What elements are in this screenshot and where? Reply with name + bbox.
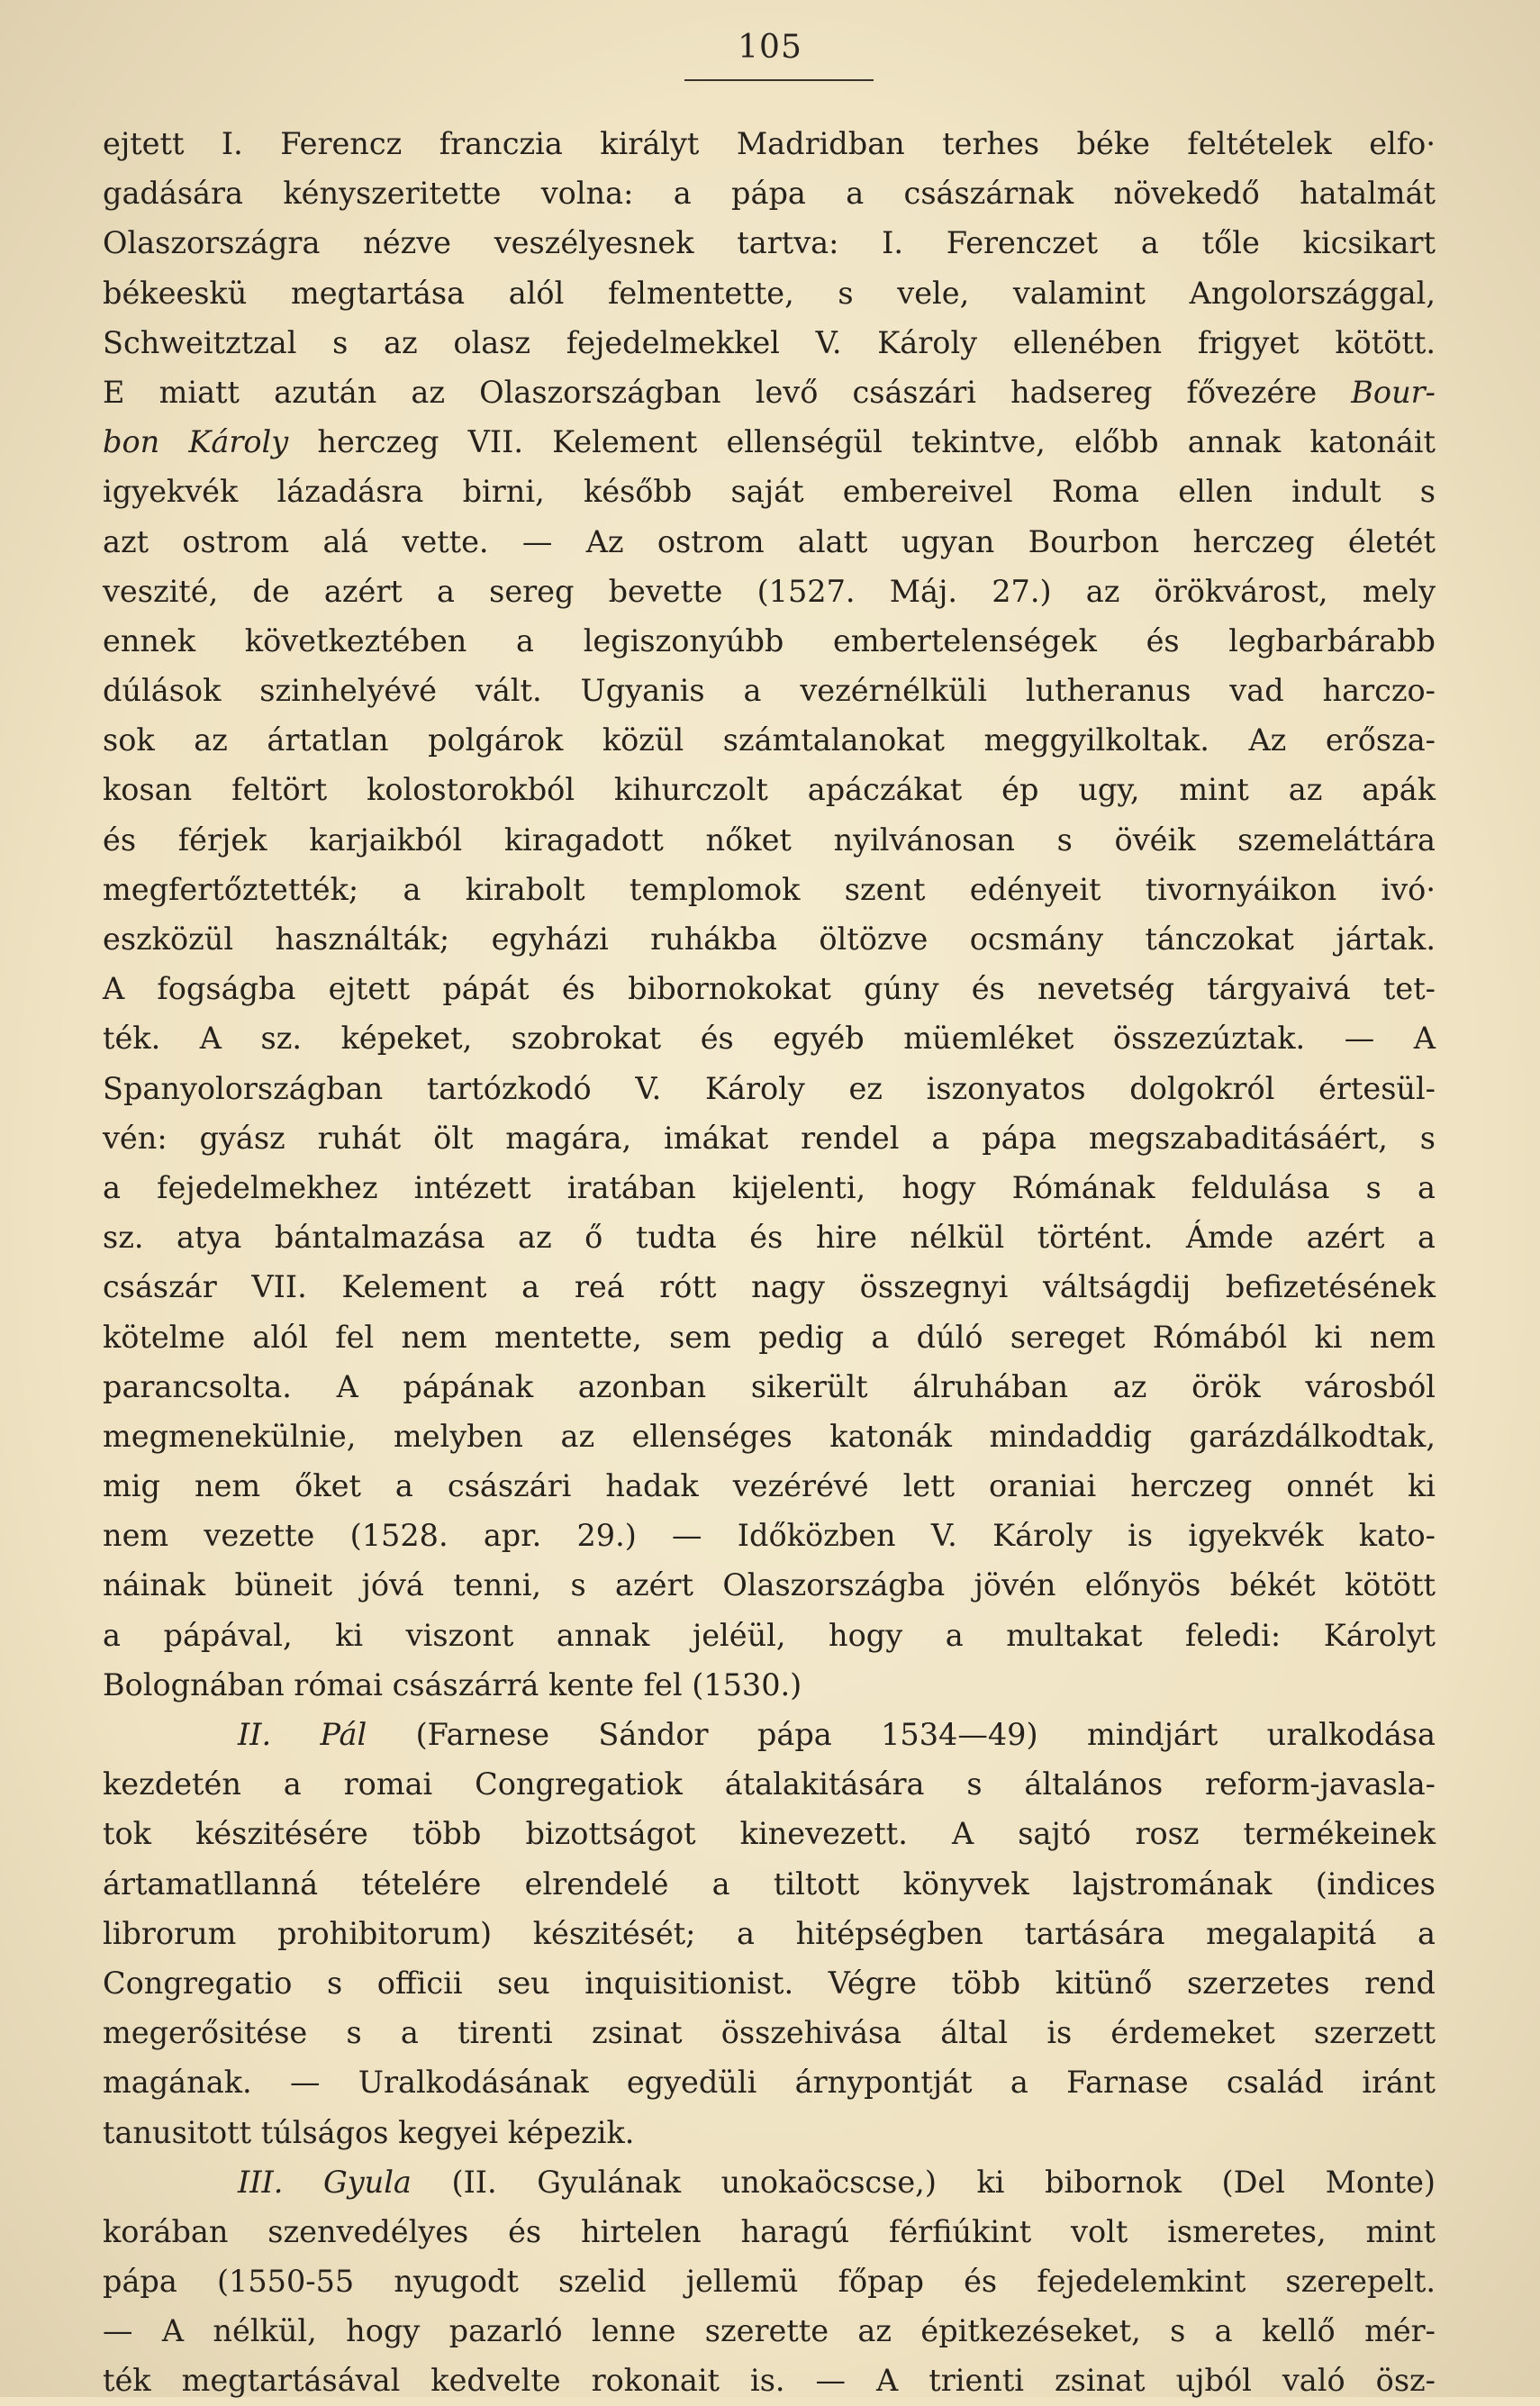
text-line [103, 666, 1436, 715]
text-segment: veszité, de azért a sereg bevette (1527. Máj. 27.) az örökvárost, mely [103, 573, 1436, 609]
text-line [103, 1909, 1436, 1958]
text-segment: kezdetén a romai Congregatiok átalakitására s általános reform-javasla- [103, 1766, 1436, 1802]
text-line [103, 2356, 1436, 2405]
text-segment: ejtett I. Ferencz franczia királyt Madridban terhes béke feltételek elfo· [103, 126, 1436, 161]
text-segment: megerősitése s a tirenti zsinat összehivása által is érdemeket szerzett [103, 2015, 1436, 2051]
text-line [103, 2057, 1436, 2107]
text-segment: békeeskü megtartása alól felmentette, s vele, valamint Angolországgal, [103, 275, 1436, 311]
text-segment: a pápával, ki viszont annak jeléül, hogy a multakat feledi: Károlyt [103, 1617, 1436, 1653]
text-segment: mig nem őket a császári hadak vezérévé lett oraniai herczeg onnét ki [103, 1468, 1436, 1504]
text-segment: pápa (1550-55 nyugodt szelid jellemü főpap és fejedelemkint szerepelt. [103, 2264, 1436, 2300]
text-segment: (Farnese Sándor pápa 1534—49) mindjárt uralkodása [367, 1717, 1436, 1752]
italic-text: bon Károly [103, 424, 289, 460]
text-line [103, 616, 1436, 666]
text-line [103, 1312, 1436, 1362]
text-line [103, 1262, 1436, 1312]
text-line [103, 865, 1436, 914]
text-segment: librorum prohibitorum) készitését; a hitépségben tartására megalapitá a [103, 1915, 1436, 1951]
text-segment: kötelme alól fel nem mentette, sem pedig a dúló sereget Rómából ki nem [103, 1319, 1436, 1355]
text-segment: parancsolta. A pápának azonban sikerült álruhában az örök városból [103, 1368, 1436, 1404]
text-line [103, 168, 1436, 218]
text-segment: megfertőztették; a kirabolt templomok szent edényeit tivornyáikon ivó· [103, 871, 1436, 907]
text-line [103, 567, 1436, 616]
text-segment: ték. A sz. képeket, szobrokat és egyéb müemléket összezúztak. — A [103, 1021, 1436, 1057]
text-line [103, 368, 1436, 417]
text-line [103, 2306, 1436, 2356]
text-line [103, 914, 1436, 964]
text-line [103, 1958, 1436, 2008]
text-line [103, 2207, 1436, 2256]
text-line [103, 1710, 1436, 1759]
text-line [103, 1859, 1436, 1909]
text-segment: kosan feltört kolostorokból kihurczolt apáczákat ép ugy, mint az apák [103, 772, 1436, 808]
text-segment: A fogságba ejtett pápát és bibornokokat gúny és nevetség tárgyaivá tet- [103, 971, 1436, 1007]
page-number: 105 [738, 29, 802, 66]
text-segment: ennek következtében a legiszonyúbb embertelenségek és legbarbárabb [103, 622, 1436, 658]
text-segment: Spanyolországban tartózkodó V. Károly ez iszonyatos dolgokról értesül- [103, 1070, 1436, 1106]
text-line [103, 1362, 1436, 1412]
text-segment: azt ostrom alá vette. — Az ostrom alatt ugyan Bourbon herczeg életét [103, 523, 1436, 559]
text-segment: korában szenvedélyes és hirtelen haragú férfiúkint volt ismeretes, mint [103, 2213, 1436, 2249]
text-segment: — A nélkül, hogy pazarló lenne szerette az épitkezéseket, s a kellő mér- [103, 2313, 1436, 2349]
text-segment: igyekvék lázadásra birni, később saját embereivel Roma ellen indult s [103, 474, 1436, 510]
text-segment: tanusitott túlságos kegyei képezik. [103, 2114, 635, 2150]
text-segment: E miatt azután az Olaszországban levő császári hadsereg fővezére [103, 374, 1352, 410]
text-segment: császár VII. Kelement a reá rótt nagy összegnyi váltságdij befizetésének [103, 1269, 1436, 1305]
text-line [103, 1560, 1436, 1610]
text-segment: (II. Gyulának unokaöcscse,) ki bibornok (Del Monte) [411, 2164, 1436, 2200]
text-segment: Congregatio s officii seu inquisitionist. Végre több kitünő szerzetes rend [103, 1965, 1436, 2001]
text-line [103, 1759, 1436, 1809]
text-line [103, 815, 1436, 865]
text-segment: sz. atya bántalmazása az ő tudta és hire nélkül történt. Ámde azért a [103, 1220, 1436, 1256]
body-text [103, 119, 1436, 2406]
text-line [103, 1064, 1436, 1113]
text-line [103, 1809, 1436, 1858]
text-segment: nem vezette (1528. apr. 29.) — Időközben V. Károly is igyekvék kato- [103, 1518, 1436, 1554]
text-line [103, 1113, 1436, 1163]
text-line [103, 417, 1436, 467]
text-segment: sok az ártatlan polgárok közül számtalanokat meggyilkoltak. Az erősza- [103, 722, 1436, 758]
text-line [103, 218, 1436, 268]
text-line [103, 1511, 1436, 1560]
text-line [103, 1660, 1436, 1710]
text-line [103, 1461, 1436, 1511]
text-line [103, 2157, 1436, 2207]
text-line [103, 2108, 1436, 2157]
text-segment: dúlások szinhelyévé vált. Ugyanis a vezérnélküli lutheranus vad harczo- [103, 673, 1436, 709]
text-segment: gadására kényszeritette volna: a pápa a császárnak növekedő hatalmát [103, 176, 1436, 212]
text-line [103, 1212, 1436, 1262]
text-line [103, 2008, 1436, 2057]
text-line [103, 1412, 1436, 1461]
text-line [103, 517, 1436, 567]
text-segment: magának. — Uralkodásának egyedüli árnypontját a Farnase család iránt [103, 2065, 1436, 2101]
text-line [103, 2256, 1436, 2306]
text-line [103, 765, 1436, 814]
text-line [103, 268, 1436, 318]
text-segment: a fejedelmekhez intézett iratában kijelenti, hogy Rómának feldulása s a [103, 1169, 1436, 1205]
text-line [103, 1013, 1436, 1063]
header-rule [684, 79, 874, 81]
text-line [103, 318, 1436, 368]
text-segment: Olaszországra nézve veszélyesnek tartva: I. Ferenczet a tőle kicsikart [103, 225, 1436, 261]
italic-text: III. Gyula [238, 2164, 412, 2200]
text-segment: megmenekülnie, melyben az ellenséges katonák mindaddig garázdálkodtak, [103, 1418, 1436, 1454]
text-line [103, 467, 1436, 516]
text-line [103, 1163, 1436, 1212]
text-segment: eszközül használták; egyházi ruhákba öltözve ocsmány tánczokat jártak. [103, 922, 1436, 957]
text-segment: Bolognában római császárrá kente fel (1530.) [103, 1666, 802, 1702]
text-segment: és férjek karjaikból kiragadott nőket nyilvánosan s övéik szemeláttára [103, 822, 1436, 858]
italic-text: Bour- [1351, 374, 1436, 410]
text-line [103, 119, 1436, 168]
text-segment: tok készitésére több bizottságot kinevezett. A sajtó rosz termékeinek [103, 1816, 1436, 1852]
text-segment: ték megtartásával kedvelte rokonait is. — A trienti zsinat ujból való ösz- [103, 2363, 1436, 2399]
text-line [103, 1611, 1436, 1660]
italic-text: II. Pál [238, 1717, 367, 1752]
text-line [103, 964, 1436, 1013]
text-segment: Schweitztzal s az olasz fejedelmekkel V. Károly ellenében frigyet kötött. [103, 324, 1436, 360]
text-segment: ártamatllanná tételére elrendelé a tiltott könyvek lajstromának (indices [103, 1866, 1436, 1902]
text-segment: vén: gyász ruhát ölt magára, imákat rendel a pápa megszabaditásáért, s [103, 1120, 1436, 1156]
text-segment: herczeg VII. Kelement ellenségül tekintve, előbb annak katonáit [288, 424, 1436, 460]
text-segment: náinak büneit jóvá tenni, s azért Olaszországba jövén előnyös békét kötött [103, 1567, 1436, 1603]
text-line [103, 715, 1436, 765]
